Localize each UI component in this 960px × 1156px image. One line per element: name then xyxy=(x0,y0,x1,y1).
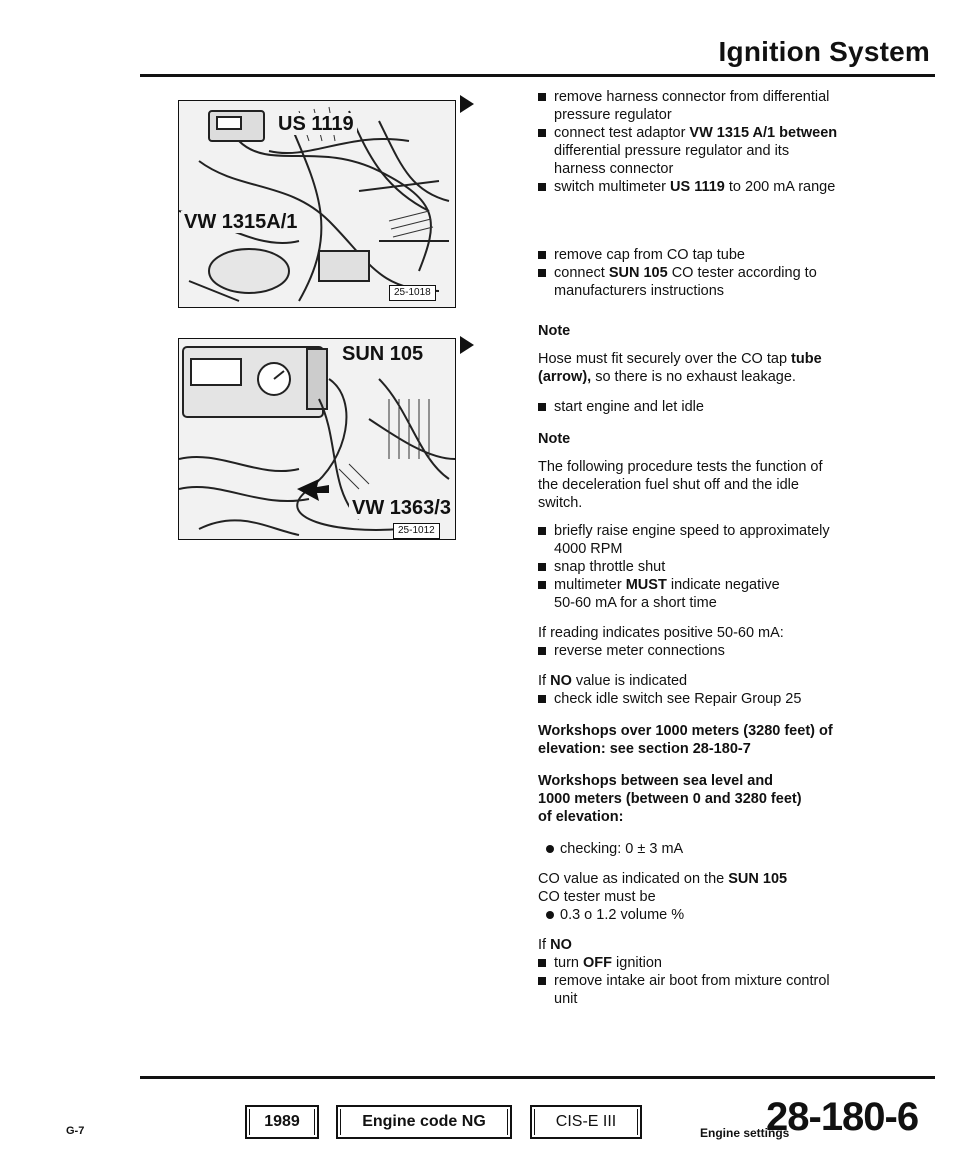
co-value-text: CO value as indicated on the SUN 105 CO tester must be xyxy=(538,871,788,905)
step-start-engine: start engine and let idle xyxy=(538,398,883,416)
figure-1-code: 25-1018 xyxy=(389,285,436,301)
condition-no-value: If NO value is indicated xyxy=(538,673,688,689)
step-snap-throttle: snap throttle shut xyxy=(538,558,883,576)
step-remove-air-boot: remove intake air boot from mixture control unit xyxy=(538,972,883,1008)
footer-section-label: Engine settings xyxy=(700,1126,790,1140)
figure-2-label-co-tester: SUN 105 xyxy=(339,343,426,365)
condition-if-no: If NO xyxy=(538,937,572,953)
note-heading-2: Note xyxy=(538,431,571,447)
note-hose: Hose must fit securely over the CO tap tube (arrow), so there is no exhaust leakage. xyxy=(538,351,822,385)
step-check-idle-switch: check idle switch see Repair Group 25 xyxy=(538,690,883,708)
note-procedure: The following procedure tests the function of the deceleration fuel shut off and the idle switch. xyxy=(538,459,823,511)
figure-2-pointer-icon xyxy=(460,336,474,354)
step-connect-tester: connect SUN 105 CO tester according to manufacturers instructions xyxy=(538,264,883,300)
step-multimeter-negative: multimeter MUST indicate negative 50-60 mA for a short time xyxy=(538,576,883,612)
page-title: Ignition System xyxy=(718,36,930,67)
footer-rule xyxy=(140,1076,935,1079)
step-remove-cap: remove cap from CO tap tube xyxy=(538,246,883,264)
footer-system-box: CIS-E III xyxy=(530,1105,642,1139)
spec-co-volume: 0.3 o 1.2 volume % xyxy=(544,906,883,924)
condition-positive: If reading indicates positive 50-60 mA: xyxy=(538,625,784,641)
figure-1-pointer-icon xyxy=(460,95,474,113)
step-switch-multimeter: switch multimeter US 1119 to 200 mA range xyxy=(538,178,883,196)
exhaust-arrow-icon xyxy=(297,479,329,501)
instructions-column xyxy=(538,88,883,1008)
figure-1-label-multimeter: US 1119 xyxy=(275,113,357,135)
step-remove-harness: remove harness connector from differential pressure regulator xyxy=(538,88,883,124)
step-reverse-connections: reverse meter connections xyxy=(538,642,883,660)
figure-1-illustration xyxy=(178,100,456,308)
footer-left-code: G-7 xyxy=(66,1125,85,1137)
figure-2-label-tap: VW 1363/3 xyxy=(349,497,454,519)
footer-year-box: 1989 xyxy=(245,1105,319,1139)
spec-checking: checking: 0 ± 3 mA xyxy=(544,840,883,858)
step-ignition-off: turn OFF ignition xyxy=(538,954,883,972)
figure-2-illustration xyxy=(178,338,456,540)
figure-2-code: 25-1012 xyxy=(393,523,440,539)
low-elevation-heading: Workshops between sea level and 1000 meters (between 0 and 3280 feet) of elevation: xyxy=(538,773,802,825)
step-connect-adaptor: connect test adaptor VW 1315 A/1 between differential pressure regulator and its harness connector xyxy=(538,124,883,178)
footer-engine-code-box: Engine code NG xyxy=(336,1105,512,1139)
step-raise-speed: briefly raise engine speed to approximately 4000 RPM xyxy=(538,522,883,558)
note-heading-1: Note xyxy=(538,323,571,339)
header-rule xyxy=(140,74,935,77)
figure-1-label-adaptor: VW 1315A/1 xyxy=(181,211,300,233)
high-elevation-reference: Workshops over 1000 meters (3280 feet) of elevation: see section 28-180-7 xyxy=(538,723,833,757)
page-number: 28-180-6 xyxy=(766,1095,919,1139)
